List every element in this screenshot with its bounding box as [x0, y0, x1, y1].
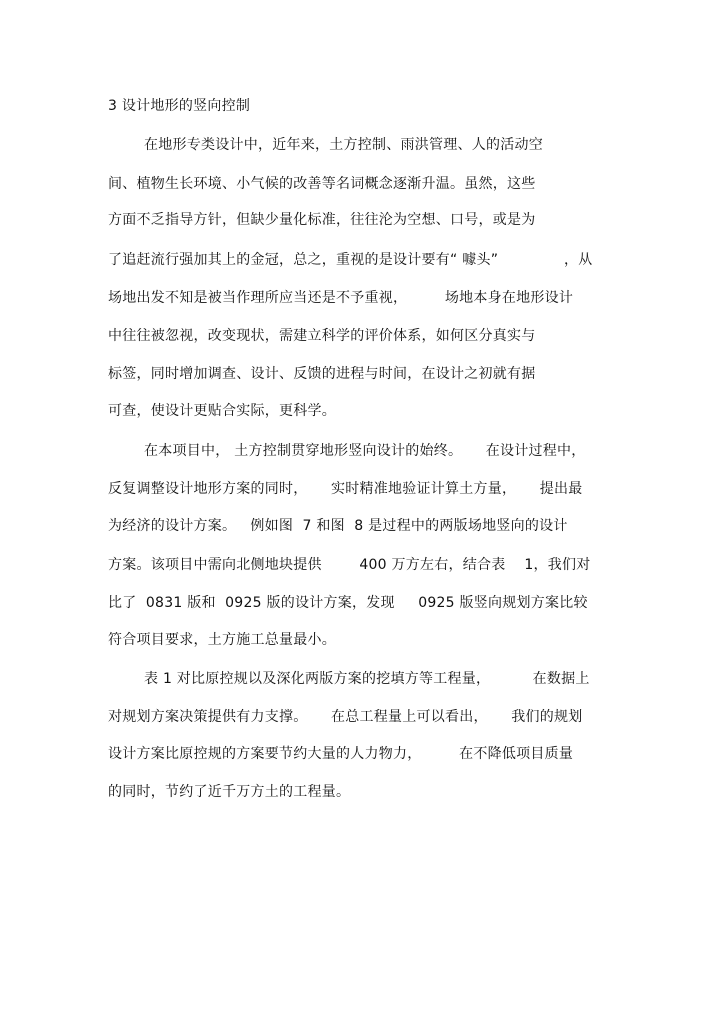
paragraph-1-line-3: 方面不乏指导方针，但缺少量化标准，往往沦为空想、口号，或是为 [108, 212, 536, 228]
paragraph-1-line-8: 可查，使设计更贴合实际，更科学。 [108, 403, 336, 419]
paragraph-1-line-7: 标签，同时增加调查、设计、反馈的进程与时间，在设计之初就有据 [108, 366, 536, 382]
paragraph-1-line-4: 了追赶流行强加其上的金冠，总之，重视的是设计要有“ 噱头” ，从 [108, 252, 593, 268]
paragraph-1-line-5: 场地出发不知是被当作理所应当还是不予重视， 场地本身在地形设计 [108, 290, 574, 306]
paragraph-3-line-1: 表 1 对比原控规以及深化两版方案的挖填方等工程量， 在数据上 [144, 671, 590, 687]
paragraph-2-line-6: 符合项目要求，土方施工总量最小。 [108, 632, 336, 648]
paragraph-2-line-5: 比了 0831 版和 0925 版的设计方案，发现 0925 版竖向规划方案比较 [108, 595, 588, 611]
paragraph-3-line-3: 设计方案比原控规的方案要节约大量的人力物力， 在不降低项目质量 [108, 746, 574, 762]
paragraph-2-line-3: 为经济的设计方案。 例如图 7 和图 8 是过程中的两版场地竖向的设计 [108, 518, 568, 534]
paragraph-1-line-1: 在地形专类设计中，近年来，土方控制、雨洪管理、人的活动空 [144, 137, 543, 153]
paragraph-3-line-4: 的同时，节约了近千万方土的工程量。 [108, 784, 351, 800]
paragraph-2-line-4: 方案。该项目中需向北侧地块提供 400 万方左右，结合表 1，我们对 [108, 557, 591, 573]
paragraph-2-line-1: 在本项目中， 土方控制贯穿地形竖向设计的始终。 在设计过程中， [144, 443, 586, 459]
section-heading: 3 设计地形的竖向控制 [108, 98, 251, 114]
paragraph-2-line-2: 反复调整设计地形方案的同时， 实时精准地验证计算土方量， 提出最 [108, 481, 583, 497]
paragraph-3-line-2: 对规划方案决策提供有力支撑。 在总工程量上可以看出， 我们的规划 [108, 709, 583, 725]
paragraph-1-line-2: 间、植物生长环境、小气候的改善等名词概念逐渐升温。虽然，这些 [108, 176, 536, 192]
paragraph-1-line-6: 中往往被忽视，改变现状，需建立科学的评价体系，如何区分真实与 [108, 328, 536, 344]
